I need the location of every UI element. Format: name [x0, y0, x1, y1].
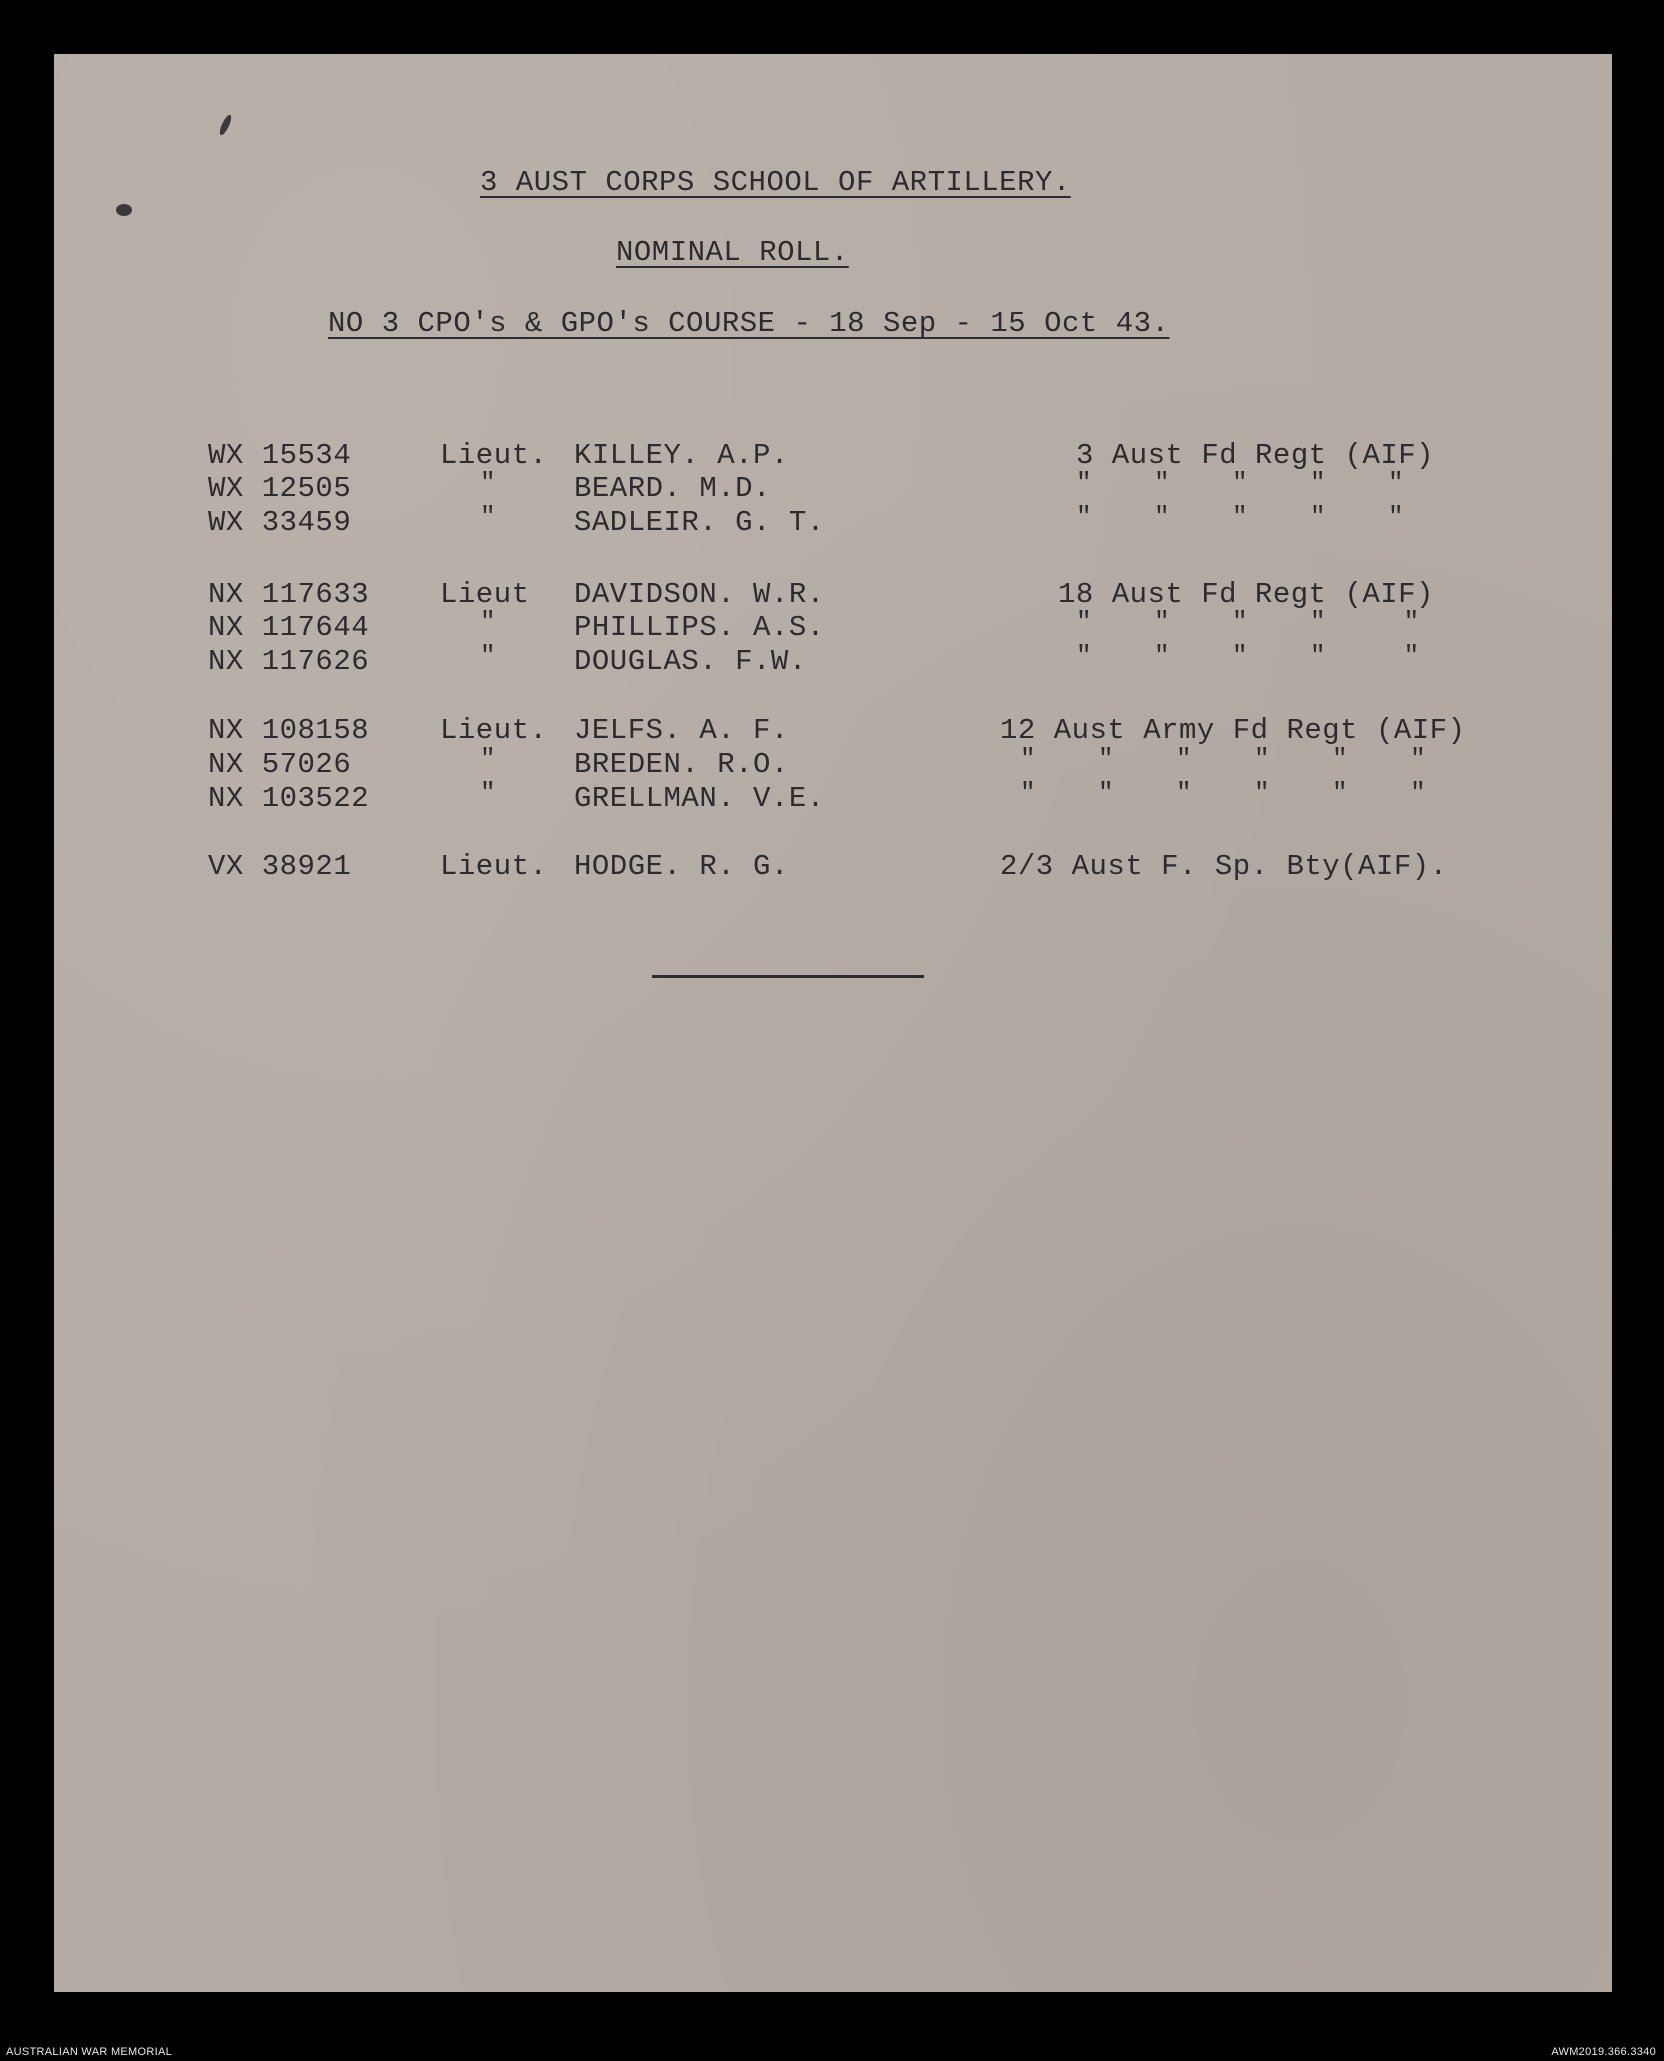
rank: Lieut.: [440, 439, 548, 472]
rank-ditto: ": [480, 502, 496, 532]
service-number: NX 103522: [208, 782, 370, 815]
person-name: KILLEY. A.P.: [574, 439, 789, 472]
person-name: HODGE. R. G.: [574, 850, 789, 883]
rank-ditto: ": [480, 778, 496, 808]
unit-name: 12 Aust Army Fd Regt (AIF): [1000, 714, 1466, 747]
document-title: 3 AUST CORPS SCHOOL OF ARTILLERY.: [480, 166, 1071, 199]
footer-left-credit: AUSTRALIAN WAR MEMORIAL: [6, 2046, 173, 2058]
unit-ditto: " " " " ": [1076, 502, 1404, 532]
service-number: NX 108158: [208, 714, 370, 747]
rank-ditto: ": [480, 744, 496, 774]
rank-ditto: ": [480, 607, 496, 637]
closing-rule: [652, 975, 924, 978]
person-name: SADLEIR. G. T.: [574, 506, 825, 539]
rank-ditto: ": [480, 641, 496, 671]
unit-ditto: " " " " ": [1076, 641, 1420, 671]
unit-ditto: " " " " ": [1076, 607, 1420, 637]
service-number: WX 15534: [208, 439, 352, 472]
person-name: JELFS. A. F.: [574, 714, 789, 747]
service-number: NX 117644: [208, 611, 370, 644]
person-name: DAVIDSON. W.R.: [574, 578, 825, 611]
person-name: BREDEN. R.O.: [574, 748, 789, 781]
person-name: GRELLMAN. V.E.: [574, 782, 825, 815]
service-number: WX 33459: [208, 506, 352, 539]
service-number: NX 57026: [208, 748, 352, 781]
service-number: VX 38921: [208, 850, 352, 883]
person-name: BEARD. M.D.: [574, 472, 771, 505]
person-name: DOUGLAS. F.W.: [574, 645, 807, 678]
unit-name: 2/3 Aust F. Sp. Bty(AIF).: [1000, 850, 1448, 883]
paper-sheet: [54, 54, 1612, 1992]
unit-name: 18 Aust Fd Regt (AIF): [1058, 578, 1434, 611]
staple-mark: [218, 114, 234, 137]
service-number: NX 117633: [208, 578, 370, 611]
rank: Lieut: [440, 578, 530, 611]
unit-name: 3 Aust Fd Regt (AIF): [1076, 439, 1435, 472]
footer-right-accession: AWM2019.366.3340: [1551, 2046, 1656, 2058]
course-heading: NO 3 CPO's & GPO's COURSE - 18 Sep - 15 Oct 43.: [328, 307, 1170, 340]
rank: Lieut.: [440, 714, 548, 747]
unit-ditto: " " " " " ": [1020, 744, 1426, 774]
person-name: PHILLIPS. A.S.: [574, 611, 825, 644]
punch-hole-mark: [116, 204, 132, 216]
rank-ditto: ": [480, 468, 496, 498]
service-number: WX 12505: [208, 472, 352, 505]
document-subtitle: NOMINAL ROLL.: [616, 236, 849, 269]
unit-ditto: " " " " ": [1076, 468, 1404, 498]
service-number: NX 117626: [208, 645, 370, 678]
rank: Lieut.: [440, 850, 548, 883]
unit-ditto: " " " " " ": [1020, 778, 1426, 808]
